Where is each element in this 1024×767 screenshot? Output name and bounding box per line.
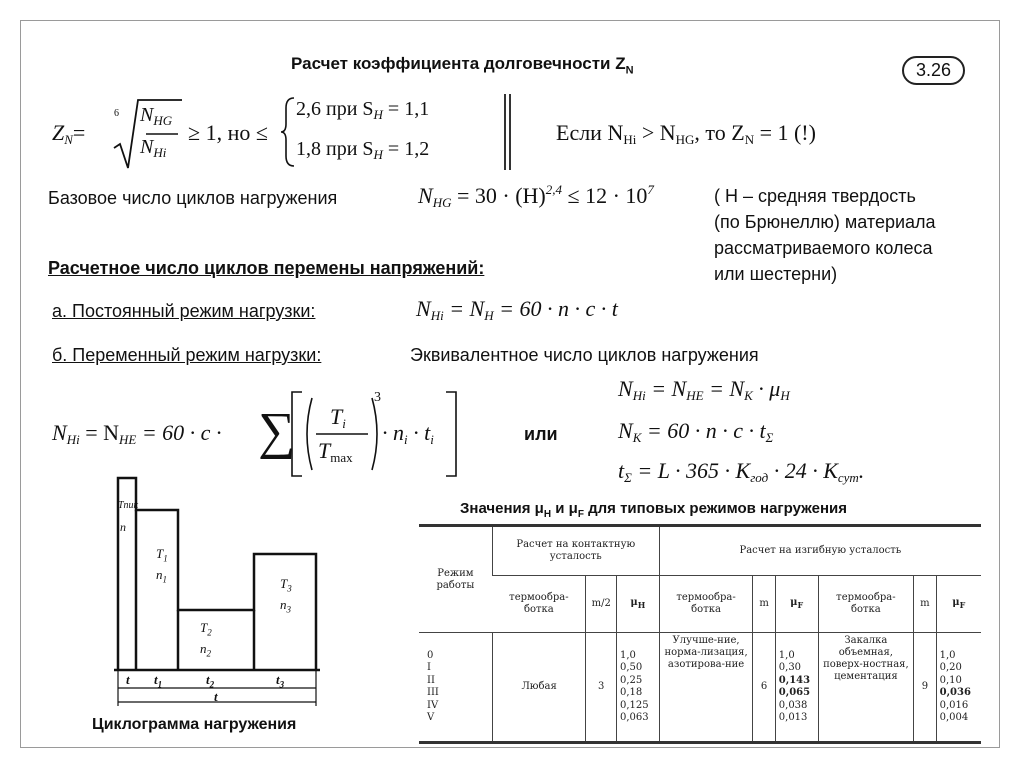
base-cycles-label: Базовое число циклов нагружения <box>48 188 338 208</box>
slide-number-badge: 3.26 <box>902 56 965 85</box>
zn-lhs: $Z_N=$ <box>52 120 86 147</box>
right-formula-1: $N_{Hi} = N_{HE} = N_K \cdot \mu_H$ <box>618 376 790 403</box>
nhe-lhs: $N_{Hi} = N_{HE} = 60 \cdot c$ · <box>52 420 222 447</box>
block-1-label: $T_1$ $n_1$ <box>156 546 168 585</box>
mu-h-values: 1,0 0,50 0,25 0,18 0,125 0,063 <box>616 633 659 743</box>
mode-a-formula: $N_{Hi} = N_H = 60 \cdot n \cdot c \cdot t$ <box>416 296 618 323</box>
hardness-note: ( H – средняя твердость (по Брюнеллю) материала рассматриваемого колеса или шестерни) <box>714 186 936 284</box>
table-title: Значения $\mu_H$ и $\mu_F$ для типовых режимов нагружения <box>460 500 847 520</box>
header-m: m <box>914 576 936 633</box>
mu-values-table <box>419 524 981 744</box>
cyclogram-diagram <box>110 470 330 710</box>
page-title: Расчет коэффициента долговечности $Z_N$ <box>291 54 634 77</box>
header-treatment: термообра-ботка <box>659 576 753 633</box>
dim-t3: $t_3$ <box>276 672 285 690</box>
zn-condition: Если $N_{Hi} > N_{HG}$, то $Z_N = 1$ (!) <box>556 120 816 147</box>
mu-f-values-2: 1,0 0,20 0,10 0,036 0,016 0,004 <box>936 633 981 743</box>
frac-exponent: 3 <box>374 390 381 405</box>
header-treatment: термообра-ботка <box>818 576 914 633</box>
nhe-tail: · $n_i \cdot t_i$ <box>382 420 434 447</box>
zn-denominator: $N_{Hi}$ <box>140 136 167 160</box>
bending-treatment-2: Закалка объемная, поверх-ностная, цементация <box>818 633 914 743</box>
case-1: 2,6 при $S_H = 1,1$ <box>296 98 430 122</box>
cyclogram-outline <box>118 478 316 670</box>
zn-inequality: ≥ 1, но ≤ <box>188 120 268 145</box>
divider-right <box>509 94 511 170</box>
header-m2: m/2 <box>586 576 617 633</box>
block-2-label: $T_2$ $n_2$ <box>200 620 212 659</box>
block-3-label: $T_3$ $n_3$ <box>280 576 292 615</box>
bending-m-1: 6 <box>753 633 775 743</box>
cyclogram-caption: Циклограмма нагружения <box>92 716 297 733</box>
frac-numerator: $T_i$ <box>330 404 346 431</box>
bending-treatment-1: Улучше-ние, норма-лизация, азотирова-ние <box>659 633 753 743</box>
header-mu-f: $\mu_F$ <box>775 576 818 633</box>
bending-m-2: 9 <box>914 633 936 743</box>
header-contact: Расчет на контактную усталость <box>492 526 659 576</box>
right-formula-2: $N_K = 60 \cdot n \cdot c \cdot t_\Sigma$ <box>618 418 774 445</box>
dim-t: t <box>126 672 130 687</box>
label-tpeak: Tпик <box>118 500 139 511</box>
dim-total: t <box>214 689 218 704</box>
right-formula-3: $t_\Sigma = L \cdot 365 \cdot K_{год} \cdot 24 \cdot K_{сут}$. <box>618 458 865 485</box>
header-mu-h: $\mu_H$ <box>616 576 659 633</box>
mode-b-label: б. Переменный режим нагрузки: <box>52 345 322 365</box>
or-label: или <box>524 424 558 444</box>
dim-t2: $t_2$ <box>206 672 215 690</box>
contact-treatment: Любая <box>492 633 586 743</box>
header-bending: Расчет на изгибную усталость <box>659 526 981 576</box>
header-mode: Режим работы <box>419 526 492 633</box>
calc-heading: Расчетное число циклов перемены напряжений: <box>48 258 485 278</box>
mode-b-description: Эквивалентное число циклов нагружения <box>410 345 759 365</box>
modes-cell: 0 I II III IV V <box>419 633 492 743</box>
divider-left <box>504 94 506 170</box>
base-cycles-formula: $N_{HG} = 30 \cdot (H)^{2,4} \le 12 \cdot 10^7$ <box>418 182 654 210</box>
header-mu-f: $\mu_F$ <box>936 576 981 633</box>
mu-f-values-1: 1,0 0,30 0,143 0,065 0,038 0,013 <box>775 633 818 743</box>
header-m: m <box>753 576 775 633</box>
mode-a-label: а. Постоянный режим нагрузки: <box>52 301 316 321</box>
frac-denominator: $T_{max}$ <box>318 438 353 465</box>
curly-brace <box>280 96 296 168</box>
label-n: n <box>120 520 126 534</box>
header-treatment: термообра-ботка <box>492 576 586 633</box>
sum-sign: ∑ <box>258 403 296 460</box>
root-index: 6 <box>114 108 119 119</box>
contact-m2: 3 <box>586 633 617 743</box>
case-2: 1,8 при $S_H = 1,2$ <box>296 138 430 162</box>
zn-numerator: $N_{HG}$ <box>140 104 173 128</box>
dim-t1: $t_1$ <box>154 672 163 690</box>
